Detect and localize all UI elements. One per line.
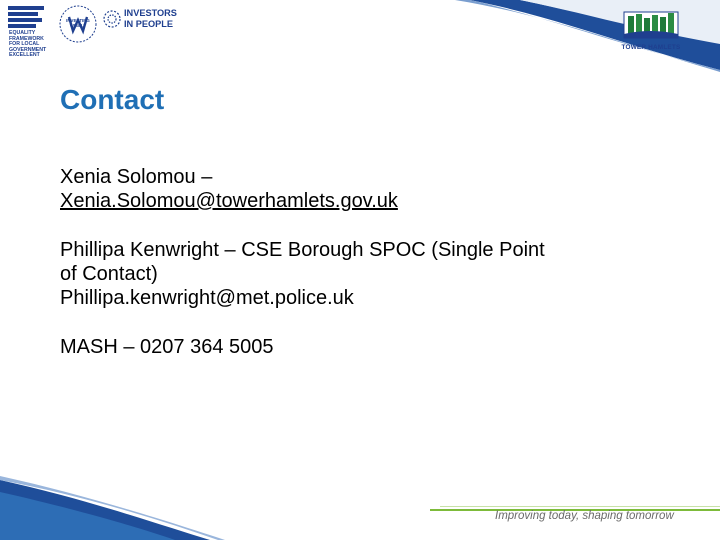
contact-entry-mash [60,335,660,359]
contact-email-link[interactable]: Xenia.Solomou@towerhamlets.gov.uk [60,190,398,212]
footer-tagline: Improving today, shaping tomorrow [495,510,674,522]
slide-title: Contact [60,84,165,115]
contact-entry-xenia [60,165,660,213]
contact-name-role: Phillipa Kenwright – CSE Borough SPOC (Single Point [60,239,545,261]
tower-hamlets-emblem-icon [614,6,688,42]
investing-wisely-logo: INVESTING WISELY [58,4,98,44]
investors-in-people-logo: INVESTORS IN PEOPLE [102,6,182,36]
contact-email: Phillipa.kenwright@met.police.uk [60,287,354,309]
mash-phone: MASH – 0207 364 5005 [60,336,274,358]
equality-framework-logo: EQUALITY FRAMEWORK FOR LOCAL GOVERNMENT EXCELLENT [6,6,56,64]
footer-swoosh [0,470,720,540]
slide-header [0,0,720,75]
tower-hamlets-logo: TOWER HAMLETS [614,6,688,52]
contact-name: Xenia Solomou – [60,166,213,188]
contact-list [60,165,660,384]
contact-entry-phillipa [60,238,660,310]
contact-role-continued: of Contact) [60,263,158,285]
investors-in-people-icon [102,8,122,30]
